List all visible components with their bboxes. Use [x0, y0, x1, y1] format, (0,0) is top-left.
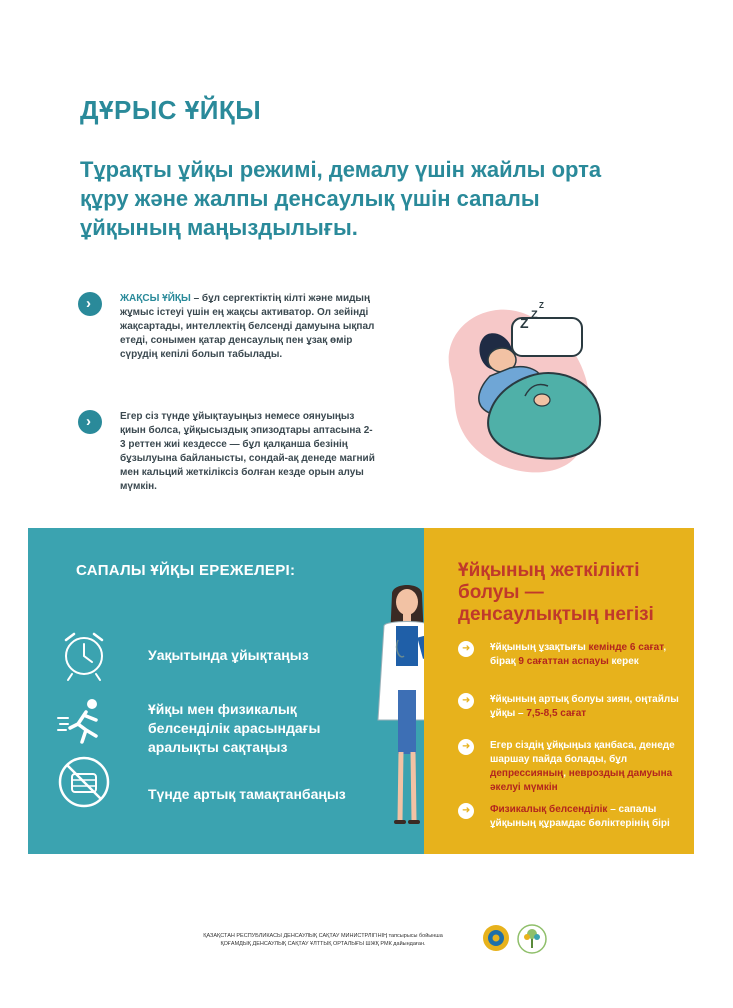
info-bullet-1 [78, 292, 378, 362]
advice-item: ➜ Ұйқының артық болуы зиян, оңтайлы ұйқы – 7,5-8,5 сағат [458, 693, 688, 721]
advice-title: Ұйқының жеткілікті болуы — денсаулықтың негізі [458, 560, 654, 625]
footer-credit: ҚАЗАҚСТАН РЕСПУБЛИКАСЫ ДЕНСАУЛЫҚ САҚТАУ МИНИСТРЛІГІНІҢ тапсырысы бойынша ҚОҒАМДЫҚ ДЕНСАУЛЫҚ САҚТАУ ҰЛТТЫҚ ОРТАЛЫҒЫ ШЖҚ РМК дайындаған. [203, 933, 443, 947]
svg-text:Z: Z [520, 315, 529, 331]
no-food-icon [56, 754, 112, 810]
health-center-logo [517, 924, 547, 954]
running-man-icon [56, 694, 112, 750]
arrow-right-icon: ➜ [458, 693, 474, 709]
advice-item: ➜ Егер сіздің ұйқыңыз қанбаса, денеде шаршау пайда болады, бұл депрессияның, невроздың дамуына әкелуі мүмкін [458, 739, 688, 795]
svg-text:Z: Z [539, 301, 544, 310]
sleeping-person-illustration [430, 286, 615, 496]
bullet-text: – бұл сергектіктің кілті және мидың жұмыс істеуі үшін ең жақсы активатор. Ол зейінді жақсартады, интеллектің белсенді дамуына ықпал етеді, сонымен қатар денсаулық пен ұзақ өмір сүрудің кепілі болып табылады. [120, 293, 375, 360]
bullet-highlight: ЖАҚСЫ ҰЙҚЫ [120, 293, 191, 304]
page-title: ДҰРЫС ҰЙҚЫ [80, 95, 262, 125]
advice-item: ➜ Физикалық белсенділік – сапалы ұйқының құрамдас бөліктерінің бірі [458, 803, 688, 831]
rules-title: САПАЛЫ ҰЙҚЫ ЕРЕЖЕЛЕРІ: [76, 562, 296, 579]
chevron-right-icon: › [78, 410, 102, 434]
rule-text: Түнде артық тамақтанбаңыз [148, 786, 346, 802]
rule-text: Уақытында ұйықтаңыз [148, 647, 309, 663]
advice-item: ➜ Ұйқының ұзақтығы кемінде 6 сағат, бірақ 9 сағаттан аспауы керек [458, 641, 688, 669]
bullet-text: Егер сіз түнде ұйықтауыңыз немесе оянуыңыз қиын болса, ұйқысыздық эпизодтары аптасына 2-3 реттен жиі кездессе — бұл қалқанша безінің бұзылуына байланысты, сондай-ақ денеде магний мен кальций жеткіліксіз болған кезде орын алуы мүмкін. [120, 411, 375, 492]
rule-text: Ұйқы мен физикалық белсенділік арасындағы аралықты сақтаңыз [148, 701, 321, 755]
arrow-right-icon: ➜ [458, 803, 474, 819]
state-emblem-logo [482, 924, 510, 952]
svg-text:Z: Z [531, 309, 538, 321]
info-bullet-2 [78, 410, 378, 494]
arrow-right-icon: ➜ [458, 641, 474, 657]
alarm-clock-icon [56, 626, 112, 682]
chevron-right-icon: › [78, 292, 102, 316]
arrow-right-icon: ➜ [458, 739, 474, 755]
page-subtitle: Тұрақты ұйқы режимі, демалу үшін жайлы орта құру және жалпы денсаулық үшін сапалы ұйқының маңыздылығы. [80, 157, 602, 240]
